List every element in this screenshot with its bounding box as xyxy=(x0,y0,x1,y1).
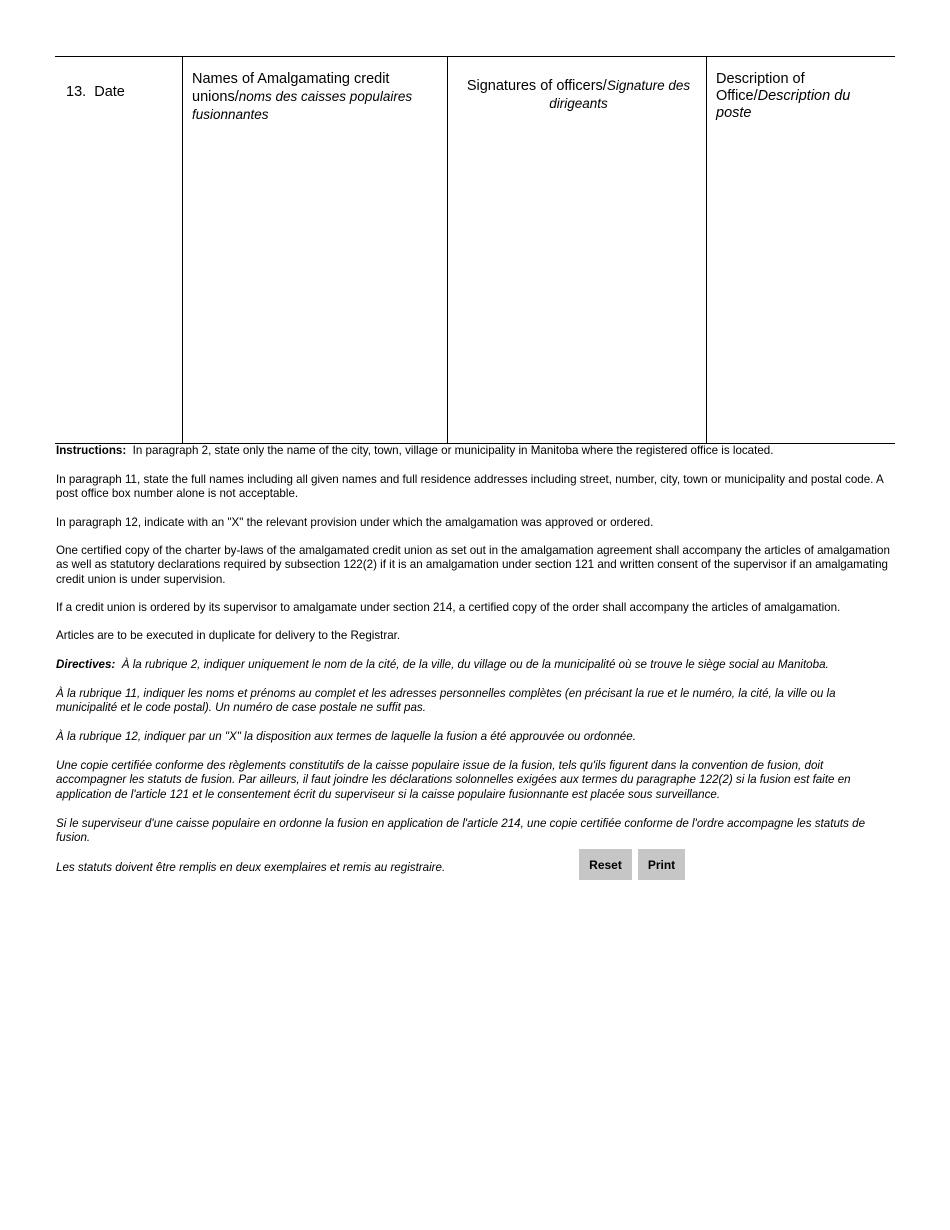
directives-rubrique-12: À la rubrique 12, indiquer par un "X" la disposition aux termes de laquelle la fusion a été approuvée ou ordonnée. xyxy=(56,730,636,743)
credit-union-names-entry-area[interactable] xyxy=(183,127,447,443)
instructions-text-2: In paragraph 2, state only the name of the city, town, village or municipality in Manitoba where the registered office is located. xyxy=(132,444,774,457)
directives-rubrique-2 xyxy=(56,658,896,672)
directives-rubrique-11: À la rubrique 11, indiquer les noms et prénoms au complet et les adresses personnelles complètes (en précisant la rue et le numéro, la cité, la ville ou la municipalité et le code postal). Un numéro de case postale ne suffit pas. xyxy=(56,687,836,715)
date-column xyxy=(55,57,182,443)
credit-union-names-column xyxy=(182,57,447,443)
signatures-label-en: Signatures of officers/ xyxy=(466,78,607,94)
date-entry-area[interactable] xyxy=(55,127,182,443)
office-description-header xyxy=(716,71,886,122)
office-description-label-fr: Description du poste xyxy=(716,88,851,121)
officers-signature-table xyxy=(55,56,895,444)
instructions-paragraph-2 xyxy=(56,444,896,458)
item-number: 13. xyxy=(66,84,87,100)
signatures-label-fr: Signature des dirigeants xyxy=(549,78,691,111)
signatures-entry-area[interactable] xyxy=(448,127,706,443)
directives-superviseur: Si le superviseur d'une caisse populaire en ordonne la fusion en application de l'article 214, une copie certifiée conforme de l'ordre accompagne les statuts de fusion. xyxy=(56,817,866,845)
instructions-charter-bylaws: One certified copy of the charter by-laws of the amalgamated credit union as set out in the amalgamation agreement shall accompany the articles of amalgamation as well as statutory declarations required by subsection 122(2) if it is an amalgamation under section 121 and written consent of the supervisor if an amalgamating credit union is under supervision. xyxy=(56,544,890,586)
instructions-supervisor-order: If a credit union is ordered by its supervisor to amalgamate under section 214, a certified copy of the order shall accompany the articles of amalgamation. xyxy=(56,601,841,614)
credit-union-names-header xyxy=(192,71,437,124)
credit-union-names-label-fr: noms des caisses populaires fusionnantes xyxy=(192,89,413,122)
office-description-entry-area[interactable] xyxy=(707,127,895,443)
print-button[interactable]: Print xyxy=(638,849,685,880)
signatures-column xyxy=(447,57,706,443)
instructions-heading: Instructions: xyxy=(56,444,127,457)
office-description-label-en: Description of Office/ xyxy=(716,71,805,104)
directives-heading: Directives: xyxy=(56,658,116,671)
signatures-header xyxy=(456,77,701,113)
instructions-paragraph-11: In paragraph 11, state the full names including all given names and full residence addresses including street, number, city, town or municipality and postal code. A post office box number alone is not acceptable. xyxy=(56,473,884,501)
date-label: Date xyxy=(94,84,125,100)
instructions-paragraph-12: In paragraph 12, indicate with an "X" the relevant provision under which the amalgamation was approved or ordered. xyxy=(56,516,654,529)
office-description-column xyxy=(706,57,895,443)
date-column-header xyxy=(66,84,125,101)
directives-reglements: Une copie certifiée conforme des règlements constitutifs de la caisse populaire issue de la fusion, tels qu'ils figurent dans la convention de fusion, doit accompagner les statuts de fusion. Par ailleurs, il faut joindre les déclarations solonnelles exigées aux termes du paragraphe 122(2) si la fusion est faite en application de l'article 121 et le consentement écrit du superviseur si la caisse populaire fusionnante est placée sous surveillance. xyxy=(56,759,851,801)
credit-union-names-label-en: Names of Amalgamating credit unions/ xyxy=(192,71,390,105)
instructions-duplicate: Articles are to be executed in duplicate for delivery to the Registrar. xyxy=(56,629,401,642)
directives-text-2: À la rubrique 2, indiquer uniquement le nom de la cité, de la ville, du village ou de la municipalité où se trouve le siège social au Manitoba. xyxy=(121,658,829,671)
reset-button[interactable]: Reset xyxy=(579,849,632,880)
directives-exemplaires: Les statuts doivent être remplis en deux exemplaires et remis au registraire. xyxy=(56,861,446,874)
